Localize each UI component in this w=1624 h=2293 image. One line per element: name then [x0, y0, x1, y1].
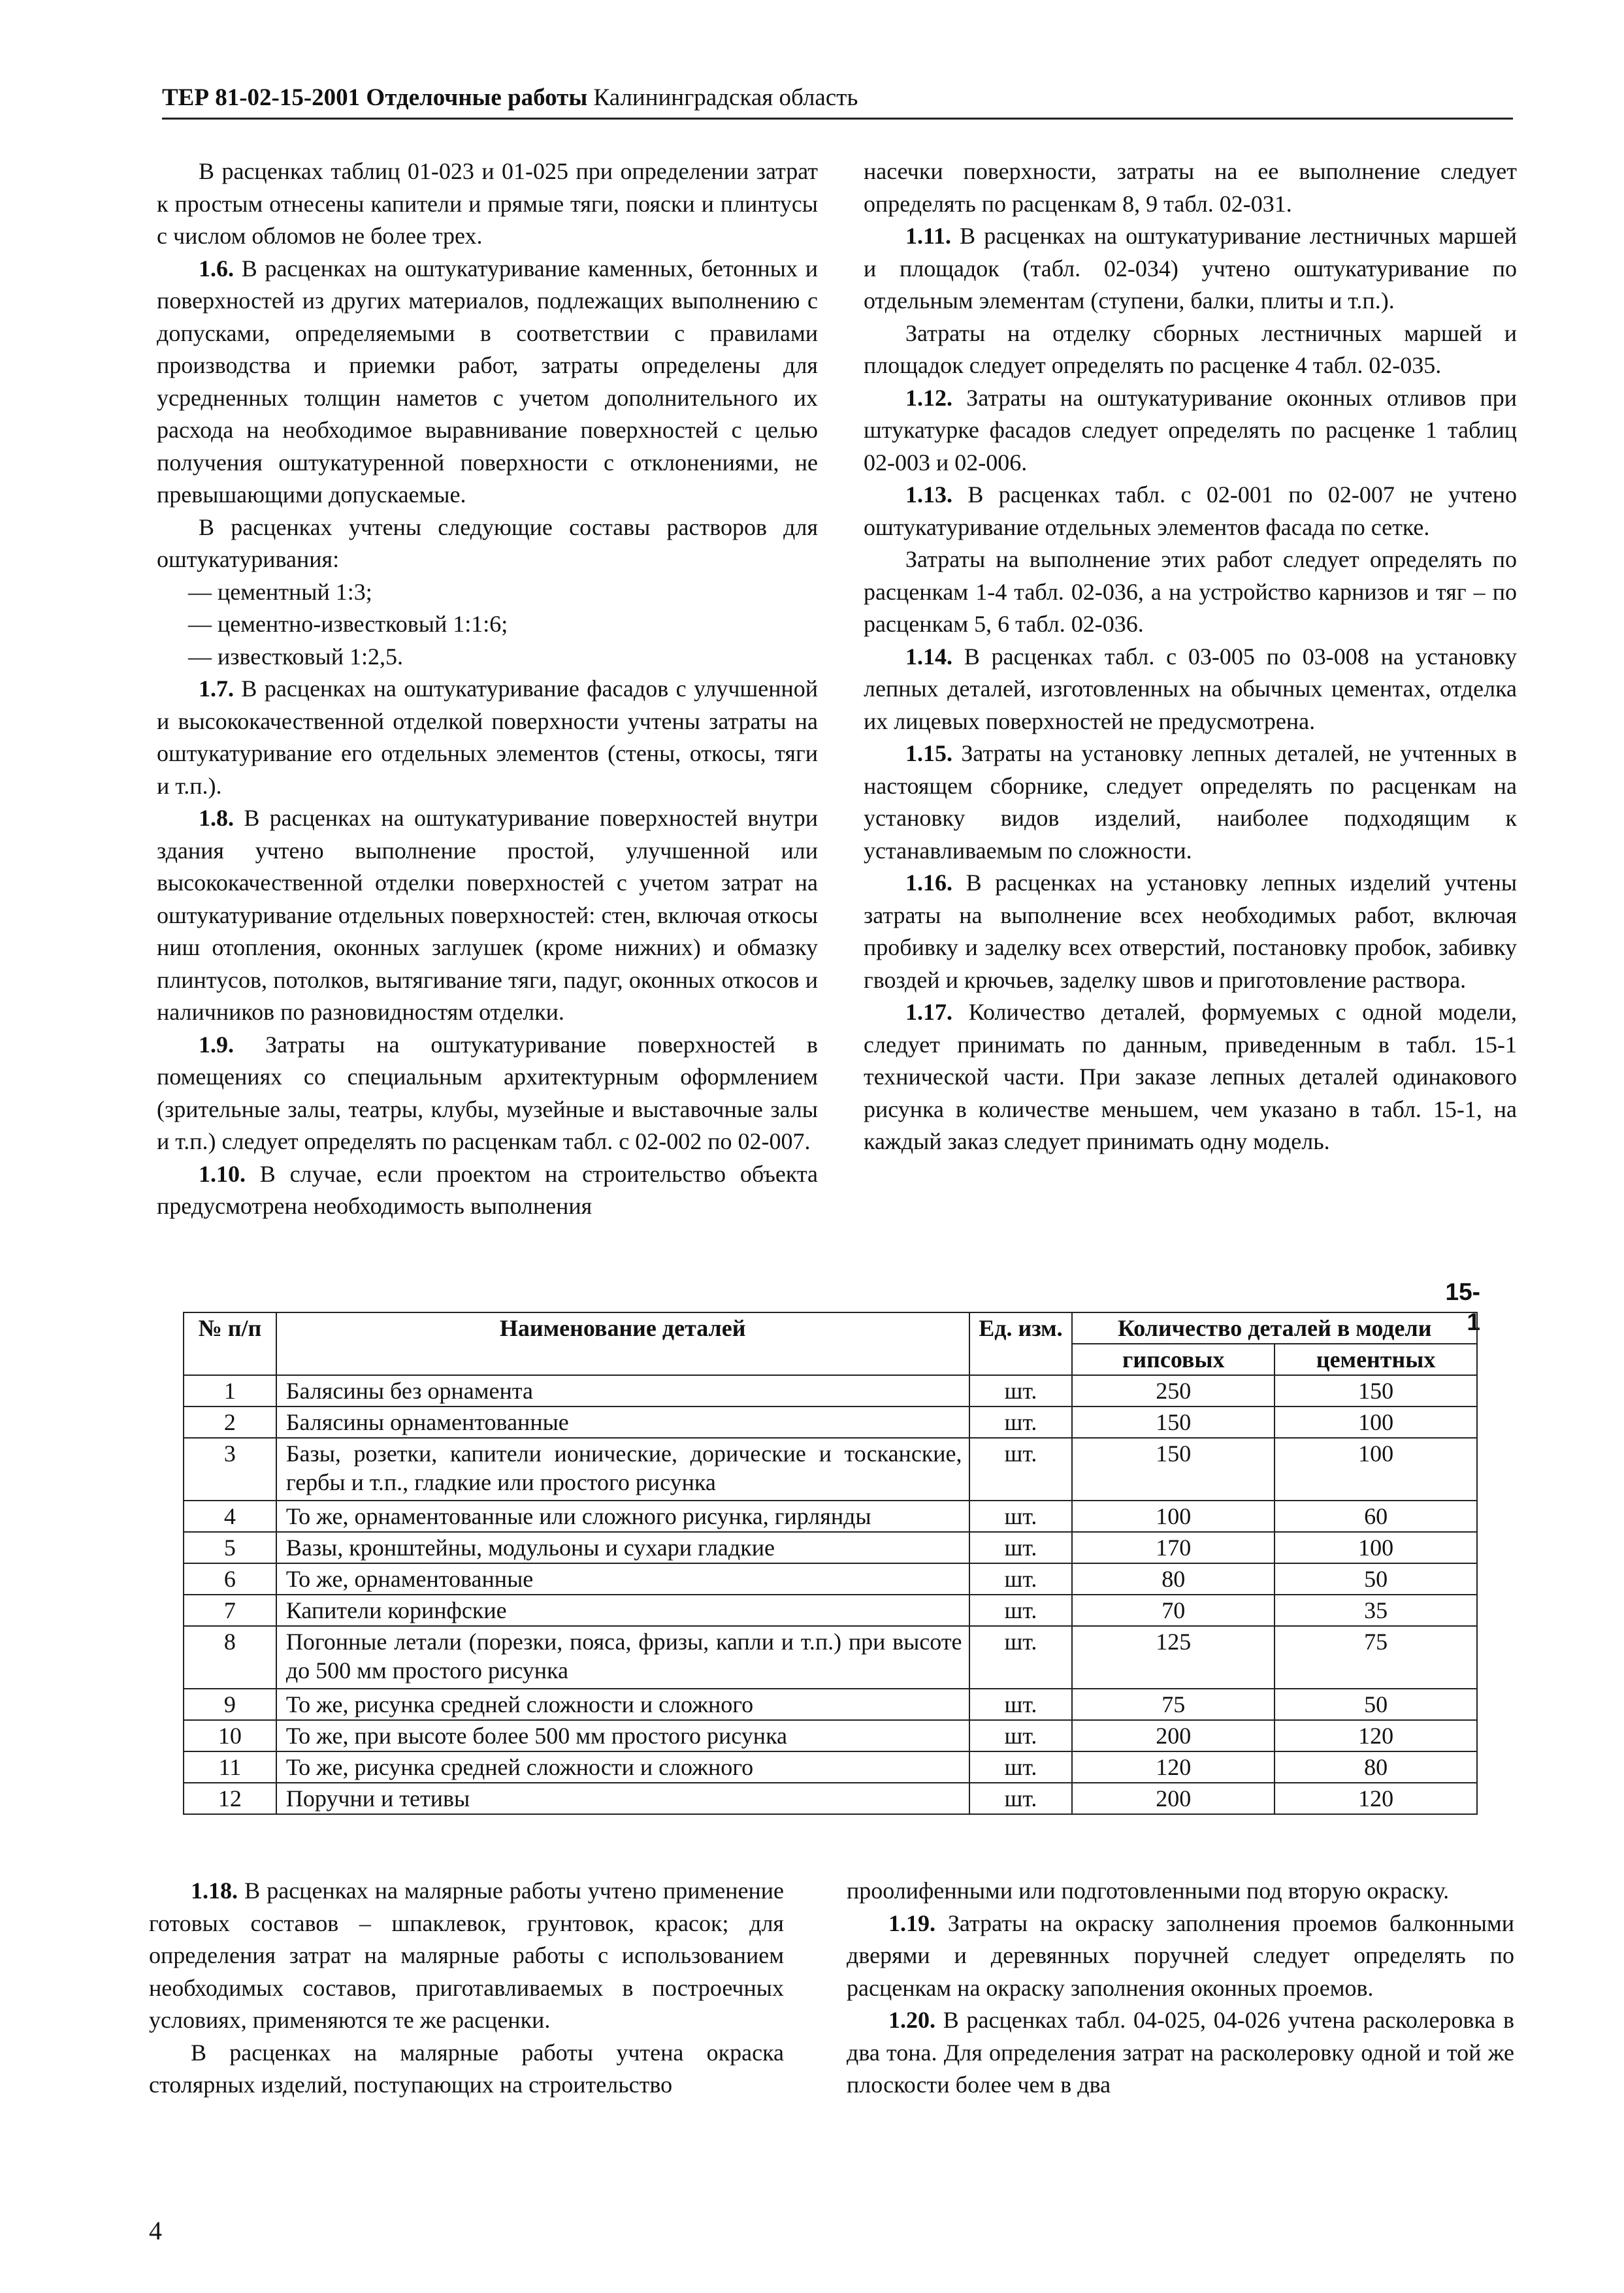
list-item: — известковый 1:2,5. [188, 643, 403, 670]
paragraph-1-15: 1.15. Затраты на установку лепных деталей, не учтенных в настоящем сборнике, следует определять по расценкам на установку видов изделий, наиболее подходящим к устанавливаемым по сложности. [864, 740, 1517, 864]
paragraph-1-17: 1.17. Количество деталей, формуемых с одной модели, следует принимать по данным, приведенным в табл. 15-1 технической части. При заказе лепных деталей одинакового рисунка в количестве меньшем, чем указано в табл. 15-1, на каждый заказ следует принимать одну модель. [864, 999, 1518, 1154]
paragraph-1-19: 1.19. Затраты на окраску заполнения проемов балконными дверями и деревянных поручней следует определять по расценкам на окраску заполнения оконных проемов. [847, 1910, 1514, 2001]
paragraph-1-8: 1.8. В расценках на оштукатуривание поверхностей внутри здания учтено выполнение простой, улучшенной или высококачественной отделки поверхностей с учетом затрат на оштукатуривание отдельных поверхностей: стен, включая откосы ниш отопления, оконных заглушек (кроме нижних) и обмазку плинтусов, потолков, вытягивание тяги, падуг, оконных откосов и наличников по разновидностям отделки. [157, 805, 818, 1025]
left-column [157, 155, 818, 1223]
list-item: — цементный 1:3; [188, 578, 372, 605]
paragraph-1-7: 1.7. В расценках на оштукатуривание фасадов с улучшенной и высококачественной отделкой поверхности учтены затраты на оштукатуривание его отдельных элементов (стены, откосы, тяги и т.п.). [157, 675, 819, 799]
header-quantity: Количество деталей в модели [1072, 1312, 1477, 1344]
table-row: 5 Вазы, кронштейны, модульоны и сухари гладкие шт. 170 100 [184, 1532, 1477, 1563]
table-row: 11 То же, рисунка средней сложности и сложного шт. 120 80 [184, 1751, 1477, 1783]
table-row: 10 То же, при высоте более 500 мм простого рисунка шт. 200 120 [184, 1720, 1477, 1751]
paragraph-1-12: 1.12. Затраты на оштукатуривание оконных отливов при штукатурке фасадов следует определять по расценке 1 таблиц 02-003 и 02-006. [864, 384, 1517, 476]
paragraph-1-11: 1.11. В расценках на оштукатуривание лестничных маршей и площадок (табл. 02-034) учтено оштукатуривание по отдельным элементам (ступени, балки, плиты и т.п.). [864, 223, 1517, 314]
paragraph: В расценках на малярные работы учтена окраска столярных изделий, поступающих на строительство [149, 2039, 784, 2098]
table-row: 7 Капители коринфские шт. 70 35 [184, 1595, 1477, 1626]
paragraph-1-9: 1.9. Затраты на оштукатуривание поверхностей в помещениях со специальным архитектурным оформлением (зрительные залы, театры, клубы, музейные и выставочные залы и т.п.) следует определять по расценкам табл. с 02-002 по 02-007. [157, 1031, 819, 1154]
paragraph-1-10: 1.10. В случае, если проектом на строительство объекта предусмотрена необходимость выполнения [157, 1160, 818, 1219]
table-row: 6 То же, орнаментованные шт. 80 50 [184, 1563, 1477, 1595]
table-header-row [184, 1312, 1477, 1344]
paragraph: Затраты на выполнение этих работ следует определять по расценкам 1-4 табл. 02-036, а на устройство карнизов и тяг – по расценкам 5, 6 табл. 02-036. [864, 546, 1517, 637]
paragraph-1-14: 1.14. В расценках табл. с 03-005 по 03-008 на установку лепных деталей, изготовленных на обычных цементах, отделка их лицевых поверхностей не предусмотрена. [864, 643, 1518, 734]
paragraph-1-20: 1.20. В расценках табл. 04-025, 04-026 учтена расколеровка в два тона. Для определения затрат на расколеровку одной и той же плоскости более чем в два [847, 2007, 1515, 2098]
paragraph: Затраты на отделку сборных лестничных маршей и площадок следует определять по расценке 4 табл. 02-035. [864, 319, 1517, 378]
header-unit: Ед. изм. [969, 1312, 1073, 1375]
details-table [183, 1312, 1478, 1815]
bottom-left-column [149, 1875, 784, 2102]
table-row: 4 То же, орнаментованные или сложного рисунка, гирлянды шт. 100 60 [184, 1501, 1477, 1532]
paragraph: В расценках учтены следующие составы растворов для оштукатуривания: [157, 513, 818, 572]
right-column [864, 155, 1517, 1158]
list-item: — цементно-известковый 1:1:6; [188, 611, 508, 637]
table-row: 12 Поручни и тетивы шт. 200 120 [184, 1783, 1477, 1814]
page-number: 4 [149, 2216, 162, 2245]
table-row: 2 Балясины орнаментованные шт. 150 100 [184, 1407, 1477, 1438]
paragraph-1-16: 1.16. В расценках на установку лепных изделий учтены затраты на выполнение всех необходимых работ, включая пробивку и заделку всех отверстий, постановку пробок, забивку гвоздей и крючьев, заделку швов и приготовление раствора. [864, 870, 1518, 993]
table-row: 1 Балясины без орнамента шт. 250 150 [184, 1375, 1477, 1407]
bottom-right-column [847, 1875, 1514, 2102]
paragraph: В расценках таблиц 01-023 и 01-025 при определении затрат к простым отнесены капители и прямые тяги, пояски и плинтусы с числом обломов не более трех. [157, 158, 818, 249]
paragraph-1-6: 1.6. В расценках на оштукатуривание каменных, бетонных и поверхностей из других материалов, подлежащих выполнению с допусками, определяемыми в соответствии с правилами производства и приемки работ, затраты определены для усредненных толщин наметов с учетом дополнительного их расхода на необходимое выравнивание поверхностей с целью получения оштукатуренной поверхности с отклонениями, не превышающими допускаемые. [157, 255, 819, 508]
header-cement: цементных [1275, 1344, 1477, 1375]
paragraph: проолифенными или подготовленными под вторую окраску. [847, 1878, 1450, 1904]
paragraph-1-13: 1.13. В расценках табл. с 02-001 по 02-007 не учтено оштукатуривание отдельных элементов фасада по сетке. [864, 481, 1517, 540]
page-header [162, 82, 1513, 120]
header-num: № п/п [184, 1312, 276, 1375]
header-name: Наименование деталей [276, 1312, 969, 1375]
paragraph: насечки поверхности, затраты на ее выполнение следует определять по расценкам 8, 9 табл. 02-031. [864, 158, 1517, 217]
table-row: 9 То же, рисунка средней сложности и сложного шт. 75 50 [184, 1689, 1477, 1720]
document-code: ТЕР 81-02-15-2001 Отделочные работы [162, 84, 588, 111]
paragraph-1-18: 1.18. В расценках на малярные работы учтено применение готовых составов – шпаклевок, грунтовок, красок; для определения затрат на малярные работы с использованием необходимых составов, приготавливаемых в построечных условиях, применяются те же расценки. [149, 1878, 784, 2033]
header-gypsum: гипсовых [1072, 1344, 1275, 1375]
region-name: Калининградская область [593, 84, 858, 111]
table-row: 3 Базы, розетки, капители ионические, дорические и тосканские, гербы и т.п., гладкие или простого рисунка шт. 150 100 [184, 1438, 1477, 1501]
table-number: 15-1 [1445, 1278, 1480, 1335]
table-row: 8 Погонные летали (порезки, пояса, фризы, капли и т.п.) при высоте до 500 мм простого рисунка шт. 125 75 [184, 1626, 1477, 1689]
